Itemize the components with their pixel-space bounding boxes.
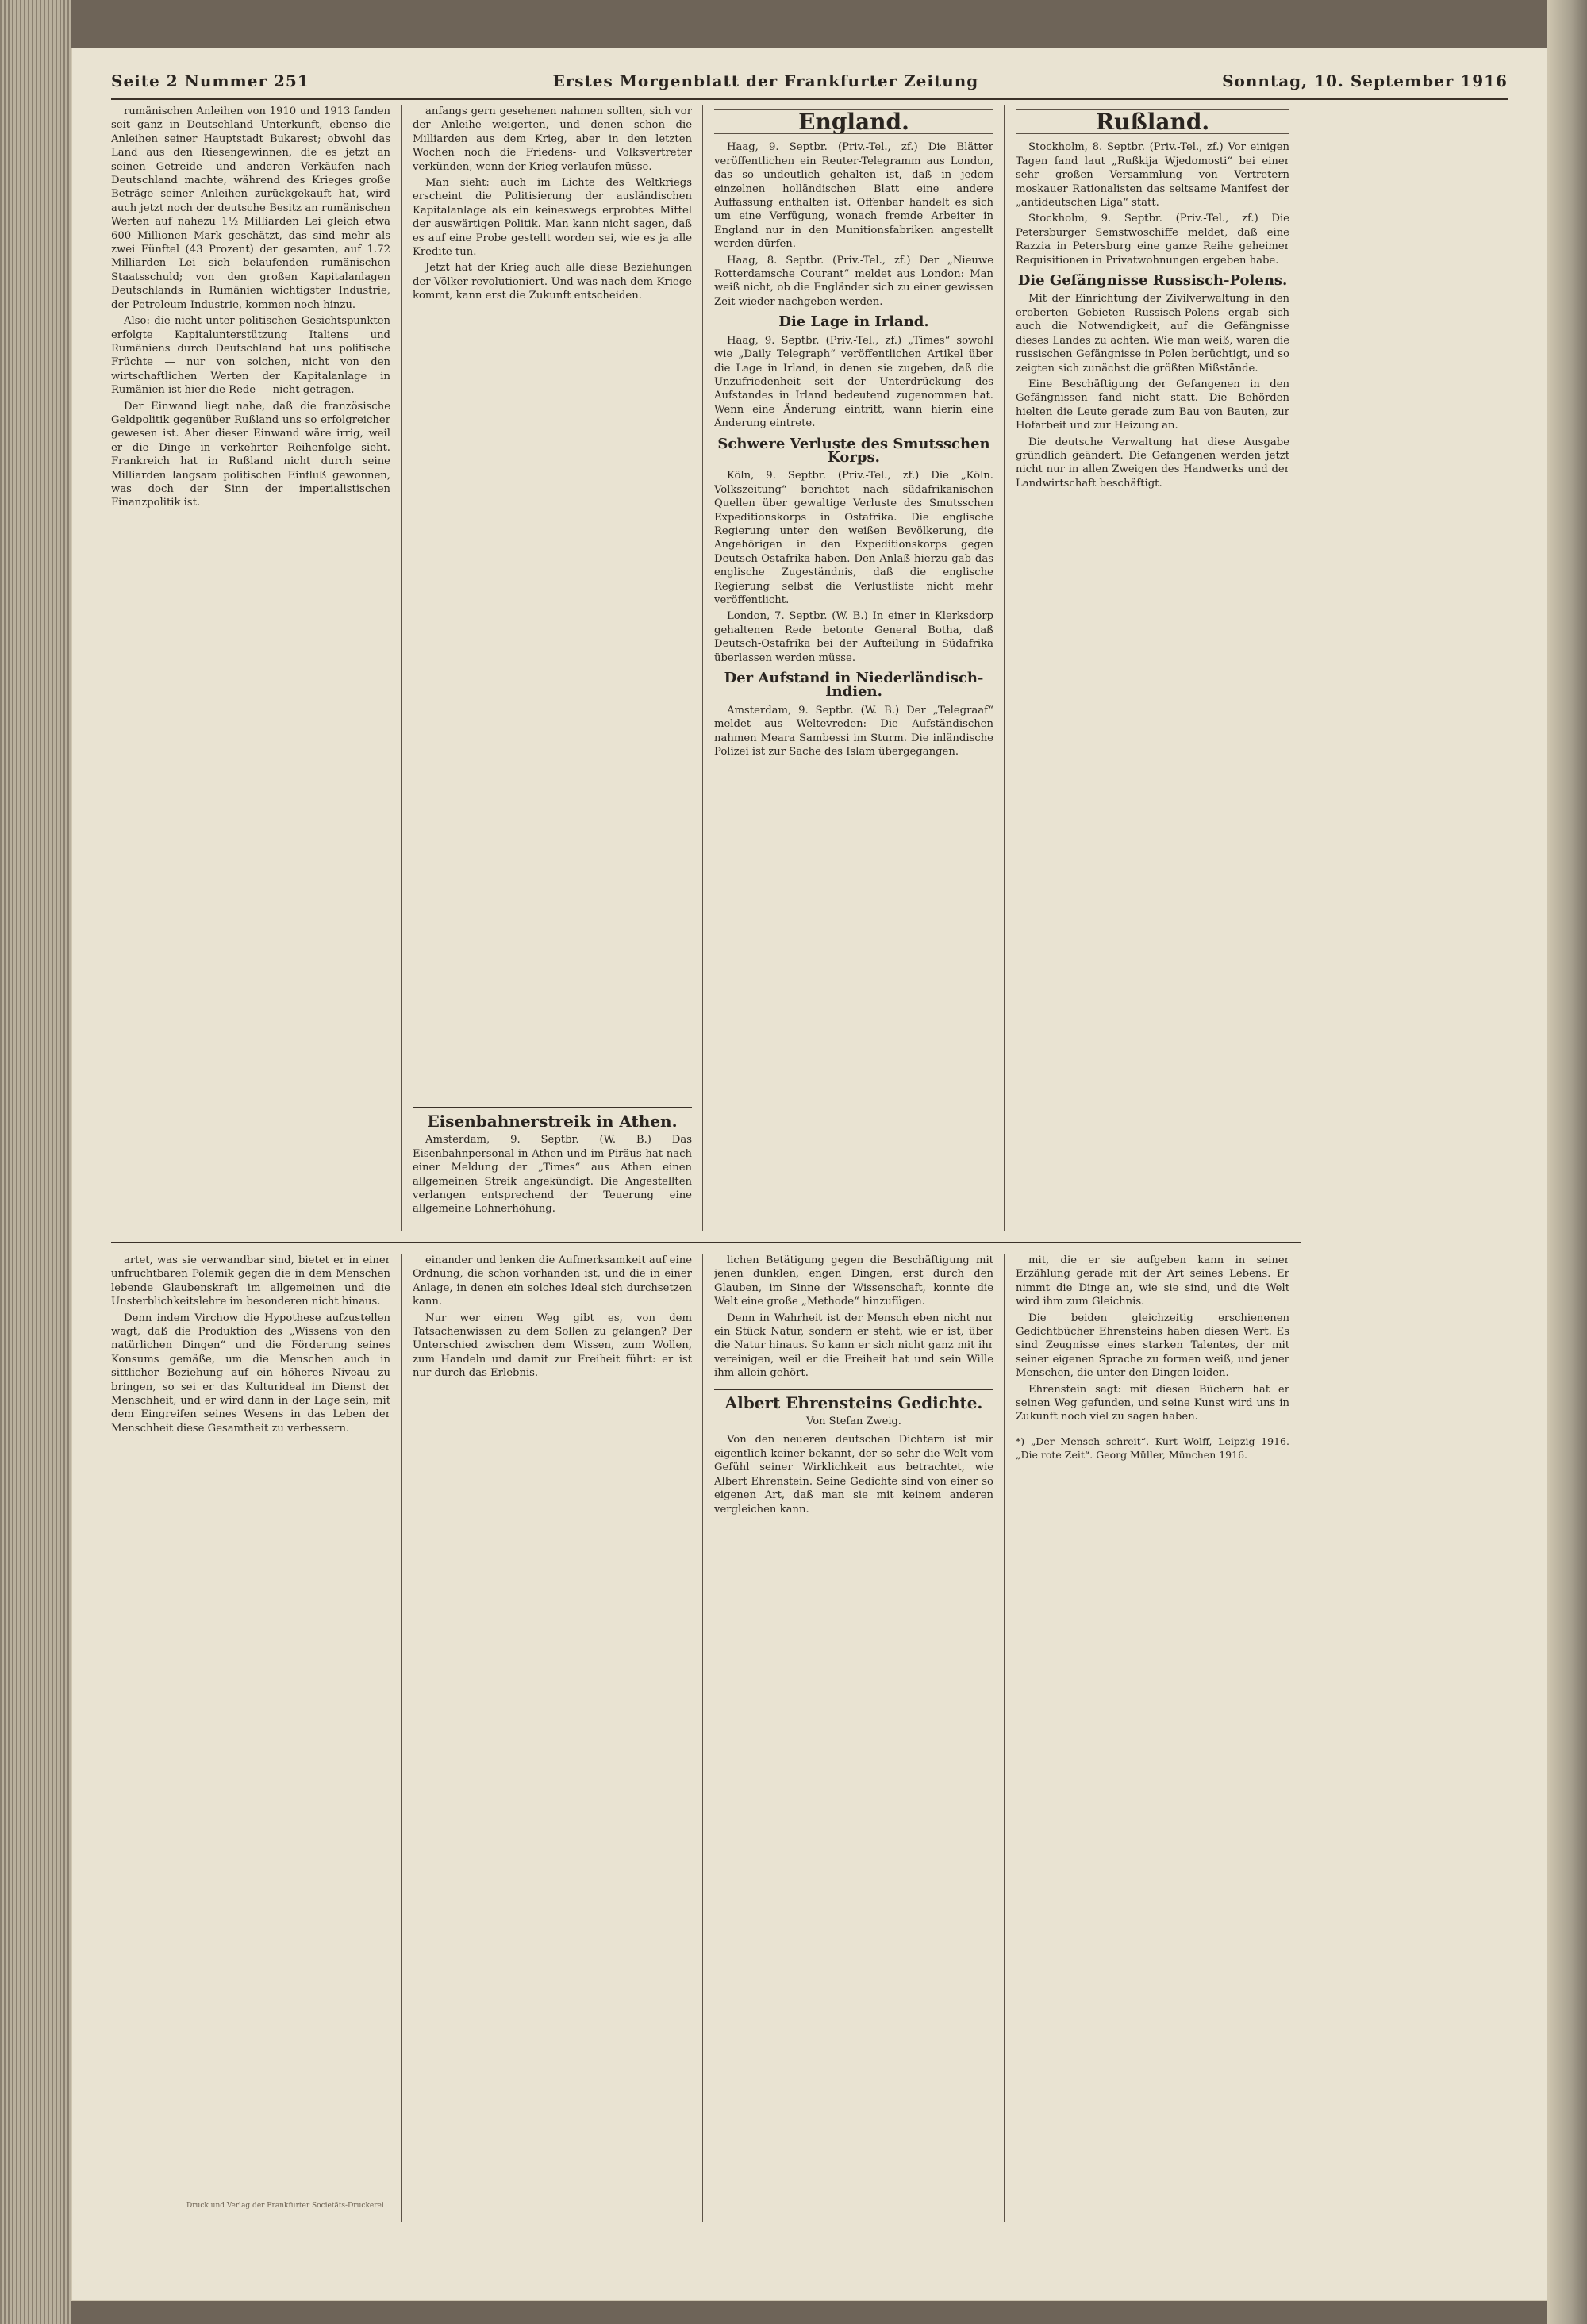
paragraph: lichen Betätigung gegen die Beschäftigung mit jenen dunklen, engen Dingen, erst durch den Glauben, im Sinne der Wissenschaft, konnte die Welt eine große „Methode“ hinzufügen. [714, 1254, 993, 1308]
page-number: Seite 2 Nummer 251 [111, 71, 309, 90]
column-rule [702, 105, 703, 1231]
column-rule [1004, 1254, 1005, 2222]
footnote: *) „Der Mensch schreit“. Kurt Wolff, Leipzig 1916. „Die rote Zeit“. Georg Müller, München 1916. [1016, 1431, 1289, 1462]
paragraph: Mit der Einrichtung der Zivilverwaltung in den eroberten Gebieten Russisch-Polens ergab sich auch die Notwendigkeit, auf die Gefängnisse dieses Landes zu achten. Wie man weiß, waren die russischen Gefängnisse in Polen berüchtigt, und so zeigten sich zunächst die größten Mißstände. [1016, 293, 1289, 375]
column-rule [1004, 105, 1005, 1231]
paragraph: Stockholm, 8. Septbr. (Priv.-Tel., zf.) Vor einigen Tagen fand laut „Rußkija Wjedomosti“ bei einer sehr großen Versammlung von Vertretern moskauer Rationalisten das seltsame Manifest der „antideutschen Liga“ statt. [1016, 141, 1289, 209]
paragraph: mit, die er sie aufgeben kann in seiner Erzählung gerade mit der Art seines Lebens. Er nimmt die Dinge an, wie sie sind, und die Welt wird ihm zum Gleichnis. [1016, 1254, 1289, 1308]
paragraph: Die deutsche Verwaltung hat diese Ausgabe gründlich geändert. Die Gefangenen werden jetzt nicht nur in allen Zweigen des Handwerks und der Landwirtschaft beschäftigt. [1016, 436, 1289, 490]
paragraph: Denn in Wahrheit ist der Mensch eben nicht nur ein Stück Natur, sondern er steht, wie er ist, über die Natur hinaus. So kann er sich nicht ganz mit ihr vereinigen, weil er die Freiheit hat und sein Wille ihm allein gehört. [714, 1312, 993, 1380]
paragraph: Haag, 8. Septbr. (Priv.-Tel., zf.) Der „Nieuwe Rotterdamsche Courant“ meldet aus London: Man weiß nicht, ob die Engländer sich zu einer gewissen Zeit wieder nachgeben werden. [714, 254, 993, 308]
article-eisenbahnerstreik [413, 1099, 692, 1234]
section-title-russland: Rußland. [1016, 109, 1289, 134]
feuilleton-column-3 [714, 1254, 993, 2222]
paragraph: Jetzt hat der Krieg auch alle diese Beziehungen der Völker revolutioniert. Und was nach dem Kriege kommt, kann erst die Zukunft entscheiden. [413, 262, 692, 302]
column-rule [401, 1254, 402, 2222]
section-title-irland: Die Lage in Irland. [778, 313, 929, 331]
column-rule [401, 105, 402, 1231]
paragraph: London, 7. Septbr. (W. B.) In einer in Klerksdorp gehaltenen Rede betonte General Botha, daß Deutsch-Ostafrika bei der Aufteilung in Südafrika überlassen werden müsse. [714, 610, 993, 664]
paragraph: Man sieht: auch im Lichte des Weltkriegs erscheint die Politisierung der ausländischen Kapitalanlage als ein keineswegs erprobtes Mittel der auswärtigen Politik. Man kann nicht sagen, daß es auf eine Probe gestellt worden sei, wie es ja alle Kredite tun. [413, 177, 692, 259]
printer-mark: Druck und Verlag der Frankfurter Societäts-Druckerei [186, 2202, 384, 2210]
paragraph: anfangs gern gesehenen nahmen sollten, sich vor der Anleihe weigerten, und denen schon die Milliarden aus dem Krieg, aber in den letzten Wochen noch die Friedens- und Volksvertreter verkünden, wenn der Krieg verlaufen müsse. [413, 106, 692, 173]
column-2 [413, 105, 692, 1097]
section-title-gefaengnisse: Die Gefängnisse Russisch-Polens. [1017, 272, 1288, 290]
issue-date: Sonntag, 10. September 1916 [1222, 71, 1508, 90]
paragraph: Eine Beschäftigung der Gefangenen in den Gefängnissen fand nicht statt. Die Behörden hielten die Leute gerade zum Bau von Bauten, zur Hofarbeit und zur Heizung an. [1016, 378, 1289, 432]
paragraph: Ehrenstein sagt: mit diesen Büchern hat er seinen Weg gefunden, und seine Kunst wird uns in Zukunft noch viel zu sagen haben. [1016, 1383, 1289, 1423]
paragraph: Die beiden gleichzeitig erschienenen Gedichtbücher Ehrensteins haben diesen Wert. Es sind Zeugnisse eines starken Talentes, der mit seiner eigenen Sprache zu formen weiß, und jener Menschen, die unter den Dingen leiden. [1016, 1312, 1289, 1380]
paragraph: Stockholm, 9. Septbr. (Priv.-Tel., zf.) Die Petersburger Semstwoschiffe meldet, daß eine Razzia in Petersburg eine ganze Reihe geheimer Requisitionen in Privatwohnungen ergeben habe. [1016, 213, 1289, 267]
column-3 [714, 105, 993, 1231]
article-body: Amsterdam, 9. Septbr. (W. B.) Das Eisenbahnpersonal in Athen und im Piräus hat nach einer Meldung der „Times“ aus Athen einen allgemeinen Streik angekündigt. Die Angestellten verlangen entsprechend der Teuerung eine allgemeine Lohnerhöhung. [413, 1134, 692, 1216]
feuilleton-column-1 [111, 1254, 390, 2222]
paragraph: einander und lenken die Aufmerksamkeit auf eine Ordnung, die schon vorhanden ist, und die in einer Anlage, in denen ein solches Ideal sich durchsetzen kann. [413, 1254, 692, 1308]
paragraph: Köln, 9. Septbr. (Priv.-Tel., zf.) Die „Köln. Volkszeitung“ berichtet nach südafrikanischen Quellen über gewaltige Verluste des Smutsschen Expeditionskorps in Ostafrika. Die englische Regierung unter den weißen Bevölkerung, die Angehörigen in den Expeditionskorps gegen Deutsch-Ostafrika haben. Den Anlaß hierzu gab das englische Zugeständnis, daß die englische Regierung selbst die Verlustliste nicht mehr veröffentlicht. [714, 470, 993, 606]
byline: Von Stefan Zweig. [806, 1416, 901, 1428]
column-4 [1016, 105, 1289, 1231]
masthead [111, 71, 1508, 100]
article-title: Eisenbahnerstreik in Athen. [413, 1107, 692, 1128]
section-divider [111, 1242, 1301, 1243]
paragraph: artet, was sie verwandbar sind, bietet er in einer unfruchtbaren Polemik gegen die in dem Menschen lebende Glaubenskraft im allgemeinen und die Unsterblichkeitslehre im besonderen nicht hinaus. [111, 1254, 390, 1308]
feuilleton-column-4 [1016, 1254, 1289, 2222]
paragraph: Haag, 9. Septbr. (Priv.-Tel., zf.) Die Blätter veröffentlichen ein Reuter-Telegramm aus London, das so undeutlich gehalten ist, daß in jedem einzelnen holländischen Blatt eine andere Auffassung enthalten ist. Offenbar handelt es sich um eine Verfügung, wonach fremde Arbeiter in England nur in den Munitionsfabriken angestellt werden dürfen. [714, 141, 993, 251]
paragraph: Amsterdam, 9. Septbr. (W. B.) Der „Telegraaf“ meldet aus Weltevreden: Die Aufständischen nahmen Meara Sambessi im Sturm. Die inländische Polizei ist zur Sache des Islam übergegangen. [714, 704, 993, 759]
paragraph: Denn indem Virchow die Hypothese aufzustellen wagt, daß die Produktion des „Wissens von den natürlichen Dingen“ und die Förderung seines Konsums gemäße, um die Menschen auch in sittlicher Beziehung auf ein höheres Niveau zu bringen, so sei er das Kulturideal im Dienst der Menschheit, und er wird dann in der Lage sein, mit dem Eingreifen seines Wesens in das Leben der Menschheit diese Gesamtheit zu verbessern. [111, 1312, 390, 1435]
newspaper-title: Erstes Morgenblatt der Frankfurter Zeitung [552, 71, 979, 90]
section-title-smuts: Schwere Verluste des Smutsschen Korps. [717, 435, 990, 466]
paragraph: Nur wer einen Weg gibt es, von dem Tatsachenwissen zu dem Sollen zu gelangen? Der Unterschied zwischen dem Wissen, zum Wollen, zum Handeln und damit zur Freiheit führt: er ist nur durch das Erlebnis. [413, 1312, 692, 1380]
column-rule [702, 1254, 703, 2222]
section-title-indien: Der Aufstand in Niederländisch-Indien. [724, 670, 984, 701]
paragraph: Der Einwand liegt nahe, daß die französische Geldpolitik gegenüber Rußland uns so erfolgreicher gewesen ist. Aber dieser Einwand wäre irrig, weil er die Dinge in verkehrter Reihenfolge sieht. Frankreich hat in Rußland nicht durch seine Milliarden langsam politischen Einfluß gewonnen, was doch der Sinn der imperialistischen Finanzpolitik ist. [111, 400, 390, 509]
paragraph: Haag, 9. Septbr. (Priv.-Tel., zf.) „Times“ sowohl wie „Daily Telegraph“ veröffentlichen Artikel über die Lage in Irland, in denen sie zugeben, daß die Unzufriedenheit seit der Unterdrückung des Aufstandes in Irland bedeutend zugenommen hat. Wenn eine Änderung eintritt, wann hierin eine Änderung eintrete. [714, 334, 993, 430]
article-title-ehrenstein: Albert Ehrensteins Gedichte. [714, 1389, 993, 1410]
feuilleton-column-2 [413, 1254, 692, 2222]
paragraph: Von den neueren deutschen Dichtern ist mir eigentlich keiner bekannt, der so sehr die Welt vom Gefühl seiner Wirklichkeit aus betrachtet, wie Albert Ehrenstein. Seine Gedichte sind von einer so eigenen Art, daß man sie mit keinem anderen vergleichen kann. [714, 1434, 993, 1515]
paragraph: rumänischen Anleihen von 1910 und 1913 fanden seit ganz in Deutschland Unterkunft, ebenso die Anleihen seiner Hauptstadt Bukarest; obwohl das Land aus den Riesengewinnen, die es jetzt an seinen Getreide- und anderen Verkäufen nach Deutschland machte, während des Krieges große Beträge seiner Anleihen zurückgekauft hat, wird auch jetzt noch der deutsche Besitz an rumänischen Werten auf nahezu 1½ Milliarden Lei gleich etwa 600 Millionen Mark geschätzt, das sind mehr als zwei Fünftel (43 Prozent) der gesamten, auf 1.72 Milliarden Lei sich belaufenden rumänischen Staatsschuld; von den großen Kapitalanlagen Deutschlands in Rumänien wichtigster Industrie, der Petroleum-Industrie, kommen noch hinzu. [111, 106, 390, 311]
book-gutter [0, 0, 71, 2324]
column-1 [111, 105, 390, 1231]
page-edge [1547, 0, 1587, 2324]
section-title-england: England. [714, 109, 993, 134]
paragraph: Also: die nicht unter politischen Gesichtspunkten erfolgte Kapitalunterstützung Italiens und Rumäniens durch Deutschland hat uns politische Früchte — nur von solchen, nicht von den wirtschaftlichen Werten der Kapitalanlage in Rumänien ist hier die Rede — nicht getragen. [111, 315, 390, 397]
